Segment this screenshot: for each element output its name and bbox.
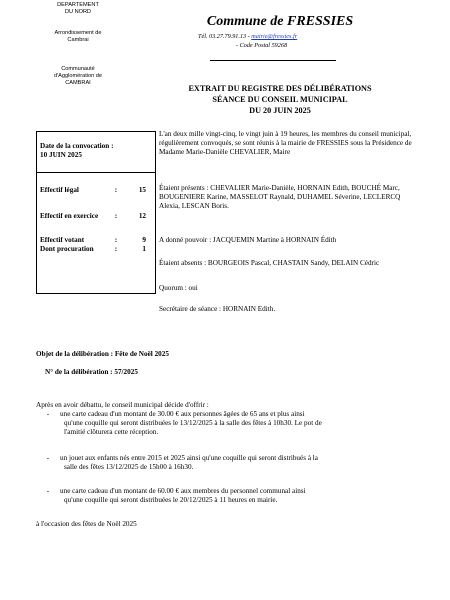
communaute-block [18,66,138,87]
item-line: l'amitié clôturera cette réception. [64,428,159,436]
department-line-2: DU NORD [64,9,92,15]
item-line: un jouet aux enfants nés entre 2015 et 2025 ainsi qu'une coquille qui seront distribués à la [60,454,318,462]
item-line: salle des fêtes 13/12/2025 de 15h00 à 16h30. [64,463,194,471]
arrondissement-line-2: Cambrai [67,37,89,43]
procuration-row [40,245,146,254]
postal-code: - Code Postal 59268 [236,42,288,49]
item-dash: - [46,410,50,418]
arrondissement-block [18,30,138,44]
contact-line [198,33,297,40]
closing-line: à l'occasion des fêtes de Noël 2025 [36,520,137,528]
header-divider [210,60,336,61]
communaute-line-3: CAMBRAI [65,80,91,86]
procuration-label: Dont procuration [40,245,94,253]
item-dash: - [46,454,50,462]
minutes-pouvoir: A donné pouvoir : JACQUEMIN Martine à HORNAIN Édith [159,236,337,244]
item-line: une carte cadeau d'un montant de 60.00 € aux membres du personnel communal ainsi [60,487,306,495]
effectif-legal-value: 15 [138,186,146,194]
minutes-absents: Étaient absents : BOURGEOIS Pascal, CHASTAIN Sandy, DELAIN Cédric [159,259,380,267]
effectif-votant-value: 9 [142,236,146,244]
title-line-1: EXTRAIT DU REGISTRE DES DÉLIBÉRATIONS [188,84,372,93]
item-line: qu'une coquille qui seront distribuées le 13/12/2025 à la salle des fêtes à 10h30. Le pot de [64,419,322,427]
minutes-quorum: Quorum : oui [159,284,198,292]
effectif-legal-label: Effectif légal [40,186,79,194]
arrondissement-line-1: Arrondissement de [54,30,102,36]
deliberation-numero: N° de la délibération : 57/2025 [45,368,138,376]
convocation-label: Date de la convocation : [40,142,114,150]
procuration-value: 1 [142,245,146,253]
colon: : [114,186,118,194]
box-divider [37,172,155,173]
title-line-3: DU 20 JUIN 2025 [249,106,311,115]
minutes-presents: Étaient présents : CHEVALIER Marie-Danièle, HORNAIN Edith, BOUCHÉ Marc, BOUGENIERE Karine, MASSELOT Raynald, DUHAMEL Séverine, LECLERCQ Alexia, LESCAN Boris. [159,184,401,210]
decision-item [36,487,431,505]
decision-item [36,410,431,437]
effectif-exercice-label: Effectif en exercice [40,212,99,220]
effectif-legal-row [40,186,146,195]
deliberation-objet: Objet de la délibération : Fête de Noël 2025 [36,350,169,358]
telephone: Tél. 03.27.79.91.13 - [198,33,250,40]
minutes-intro: L'an deux mille vingt-cinq, le vingt juin à 19 heures, les membres du conseil municipal, régulièrement convoqués, se sont réunis à la mairie de FRESSIES sous la Présidence de Madame Marie-Danièle CHEVALIER, Maire [159,130,412,156]
commune-title: Commune de FRESSIES [206,14,354,29]
department-line-1: DEPARTEMENT [57,2,99,8]
item-dash: - [46,487,50,495]
communaute-line-1: Communauté [61,66,95,72]
communaute-line-2: d'Agglomération de [53,73,103,79]
title-line-2: SÉANCE DU CONSEIL MUNICIPAL [212,95,348,104]
minutes-secretaire: Secrétaire de séance : HORNAIN Edith. [159,305,276,313]
item-line: qu'une coquille qui seront distribuées le 20/12/2025 à 11 heures en mairie. [64,496,278,504]
session-info-box [36,131,156,294]
effectif-exercice-row [40,212,146,221]
effectif-exercice-value: 12 [138,212,146,220]
colon: : [114,212,118,220]
effectif-votant-label: Effectif votant [40,236,85,244]
item-line: une carte cadeau d'un montant de 30.00 € aux personnes âgées de 65 ans et plus ainsi [60,410,305,418]
convocation-date: 10 JUIN 2025 [40,151,82,159]
decision-item [36,454,431,472]
decision-intro: Après en avoir débattu, le conseil municipal décide d'offrir : [36,401,209,409]
department-block [18,2,138,16]
email-link[interactable]: mairie@fressies.fr [251,33,298,40]
colon: : [114,245,118,253]
colon: : [114,236,118,244]
effectif-votant-row [40,236,146,245]
